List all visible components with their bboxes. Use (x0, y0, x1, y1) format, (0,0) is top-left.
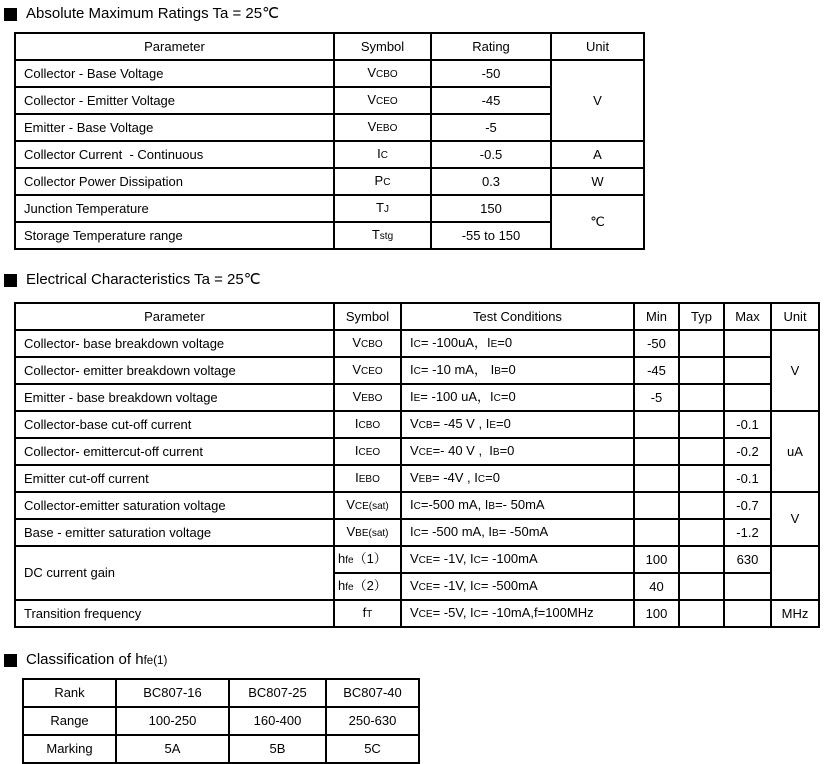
table-row (15, 465, 819, 492)
param-cell: DC current gain (15, 546, 334, 600)
table-row (15, 195, 644, 222)
min-cell: 100 (634, 600, 679, 627)
table-row (15, 519, 819, 546)
section-bullet-icon (4, 654, 17, 667)
symbol-cell: hfe（2） (334, 573, 401, 600)
section-heading-classification (4, 651, 826, 670)
typ-cell (679, 465, 724, 492)
max-cell: -1.2 (724, 519, 771, 546)
section-heading-absolute-maximum-ratings (4, 5, 826, 23)
unit-cell: V (551, 60, 644, 141)
test-conditions-cell: IC=-500 mA, IB=- 50mA (401, 492, 634, 519)
column-header-symbol: Symbol (334, 33, 431, 60)
param-cell: Storage Temperature range (15, 222, 334, 249)
symbol-cell: VCE(sat) (334, 492, 401, 519)
table-row (15, 114, 644, 141)
test-conditions-cell: VCB= -45 V , IE=0 (401, 411, 634, 438)
typ-cell (679, 384, 724, 411)
max-cell: -0.1 (724, 411, 771, 438)
rating-cell: 0.3 (431, 168, 551, 195)
param-cell: Collector- base breakdown voltage (15, 330, 334, 357)
column-header-min: Min (634, 303, 679, 330)
section-title: Absolute Maximum Ratings Ta = 25℃ (26, 5, 279, 22)
typ-cell (679, 330, 724, 357)
test-conditions-cell: IE= -100 uA，IC=0 (401, 384, 634, 411)
section-bullet-icon (4, 8, 17, 21)
symbol-cell: fT (334, 600, 401, 627)
test-conditions-cell: IC= -100uA，IE=0 (401, 330, 634, 357)
range-cell: 160-400 (229, 707, 326, 735)
symbol-cell: VCBO (334, 330, 401, 357)
min-cell (634, 465, 679, 492)
unit-cell: ℃ (551, 195, 644, 249)
typ-cell (679, 600, 724, 627)
test-conditions-cell: VCE= -1V, IC= -500mA (401, 573, 634, 600)
table-header-row (15, 33, 644, 60)
table-row (15, 600, 819, 627)
test-conditions-cell: VEB= -4V , IC=0 (401, 465, 634, 492)
section-bullet-icon (4, 274, 17, 287)
rating-cell: -50 (431, 60, 551, 87)
max-cell: 630 (724, 546, 771, 573)
min-cell (634, 411, 679, 438)
param-cell: Collector- emittercut-off current (15, 438, 334, 465)
column-header-unit: Unit (771, 303, 819, 330)
param-cell: Collector Current - Continuous (15, 141, 334, 168)
table-row (15, 222, 644, 249)
param-cell: Collector - Emitter Voltage (15, 87, 334, 114)
table-row-marking (23, 735, 419, 763)
min-cell (634, 519, 679, 546)
range-cell: 100-250 (116, 707, 229, 735)
hfe-classification-table (22, 678, 420, 764)
param-cell: Collector- emitter breakdown voltage (15, 357, 334, 384)
column-header-parameter: Parameter (15, 33, 334, 60)
max-cell: -0.2 (724, 438, 771, 465)
absolute-maximum-ratings-table (14, 32, 645, 250)
symbol-cell: VEBO (334, 114, 431, 141)
min-cell: -5 (634, 384, 679, 411)
column-header-rating: Rating (431, 33, 551, 60)
symbol-cell: hfe（1） (334, 546, 401, 573)
table-row (15, 87, 644, 114)
rating-cell: -45 (431, 87, 551, 114)
symbol-cell: VBE(sat) (334, 519, 401, 546)
table-row (15, 492, 819, 519)
param-cell: Base - emitter saturation voltage (15, 519, 334, 546)
min-cell: -50 (634, 330, 679, 357)
marking-cell: 5A (116, 735, 229, 763)
max-cell (724, 573, 771, 600)
marking-cell: 5B (229, 735, 326, 763)
param-cell: Junction Temperature (15, 195, 334, 222)
marking-cell: 5C (326, 735, 419, 763)
symbol-cell: VCEO (334, 87, 431, 114)
min-cell: 40 (634, 573, 679, 600)
unit-cell: W (551, 168, 644, 195)
min-cell (634, 492, 679, 519)
param-cell: Collector Power Dissipation (15, 168, 334, 195)
electrical-characteristics-table (14, 302, 820, 628)
rating-cell: 150 (431, 195, 551, 222)
min-cell (634, 438, 679, 465)
param-cell: Transition frequency (15, 600, 334, 627)
column-header-typ: Typ (679, 303, 724, 330)
param-cell: Collector-base cut-off current (15, 411, 334, 438)
symbol-cell: ICEO (334, 438, 401, 465)
table-row-range (23, 707, 419, 735)
max-cell (724, 357, 771, 384)
typ-cell (679, 438, 724, 465)
max-cell (724, 600, 771, 627)
column-header-unit: Unit (551, 33, 644, 60)
section-title: Electrical Characteristics Ta = 25℃ (26, 271, 261, 288)
table-row (15, 357, 819, 384)
section-title: Classification of hfe(1) (26, 651, 168, 668)
row-label-range: Range (23, 707, 116, 735)
max-cell (724, 330, 771, 357)
table-row (15, 411, 819, 438)
table-row (15, 384, 819, 411)
typ-cell (679, 411, 724, 438)
symbol-cell: IC (334, 141, 431, 168)
param-cell: Emitter cut-off current (15, 465, 334, 492)
symbol-cell: VCBO (334, 60, 431, 87)
test-conditions-cell: IC= -500 mA, IB= -50mA (401, 519, 634, 546)
symbol-cell: ICBO (334, 411, 401, 438)
symbol-cell: Tstg (334, 222, 431, 249)
section-heading-electrical-characteristics (4, 271, 826, 289)
typ-cell (679, 492, 724, 519)
table-row-rank (23, 679, 419, 707)
symbol-cell: TJ (334, 195, 431, 222)
unit-cell: V (771, 330, 819, 411)
rating-cell: -0.5 (431, 141, 551, 168)
table-row (15, 546, 819, 573)
test-conditions-cell: VCE= -5V, IC= -10mA,f=100MHz (401, 600, 634, 627)
test-conditions-cell: VCE=- 40 V , IB=0 (401, 438, 634, 465)
rank-cell: BC807-25 (229, 679, 326, 707)
param-cell: Collector-emitter saturation voltage (15, 492, 334, 519)
symbol-cell: IEBO (334, 465, 401, 492)
column-header-parameter: Parameter (15, 303, 334, 330)
table-row (15, 438, 819, 465)
unit-cell (771, 546, 819, 600)
max-cell: -0.1 (724, 465, 771, 492)
table-row (15, 141, 644, 168)
typ-cell (679, 546, 724, 573)
max-cell: -0.7 (724, 492, 771, 519)
unit-cell: MHz (771, 600, 819, 627)
rating-cell: -5 (431, 114, 551, 141)
rating-cell: -55 to 150 (431, 222, 551, 249)
column-header-max: Max (724, 303, 771, 330)
symbol-cell: VEBO (334, 384, 401, 411)
table-header-row (15, 303, 819, 330)
typ-cell (679, 573, 724, 600)
table-row (15, 60, 644, 87)
row-label-rank: Rank (23, 679, 116, 707)
symbol-cell: VCEO (334, 357, 401, 384)
min-cell: -45 (634, 357, 679, 384)
param-cell: Collector - Base Voltage (15, 60, 334, 87)
row-label-marking: Marking (23, 735, 116, 763)
typ-cell (679, 357, 724, 384)
unit-cell: uA (771, 411, 819, 492)
param-cell: Emitter - base breakdown voltage (15, 384, 334, 411)
table-row (15, 330, 819, 357)
typ-cell (679, 519, 724, 546)
param-cell: Emitter - Base Voltage (15, 114, 334, 141)
unit-cell: V (771, 492, 819, 546)
max-cell (724, 384, 771, 411)
test-conditions-cell: VCE= -1V, IC= -100mA (401, 546, 634, 573)
symbol-cell: PC (334, 168, 431, 195)
test-conditions-cell: IC= -10 mA， IB=0 (401, 357, 634, 384)
rank-cell: BC807-16 (116, 679, 229, 707)
rank-cell: BC807-40 (326, 679, 419, 707)
table-row (15, 168, 644, 195)
column-header-symbol: Symbol (334, 303, 401, 330)
unit-cell: A (551, 141, 644, 168)
column-header-test-conditions: Test Conditions (401, 303, 634, 330)
range-cell: 250-630 (326, 707, 419, 735)
min-cell: 100 (634, 546, 679, 573)
